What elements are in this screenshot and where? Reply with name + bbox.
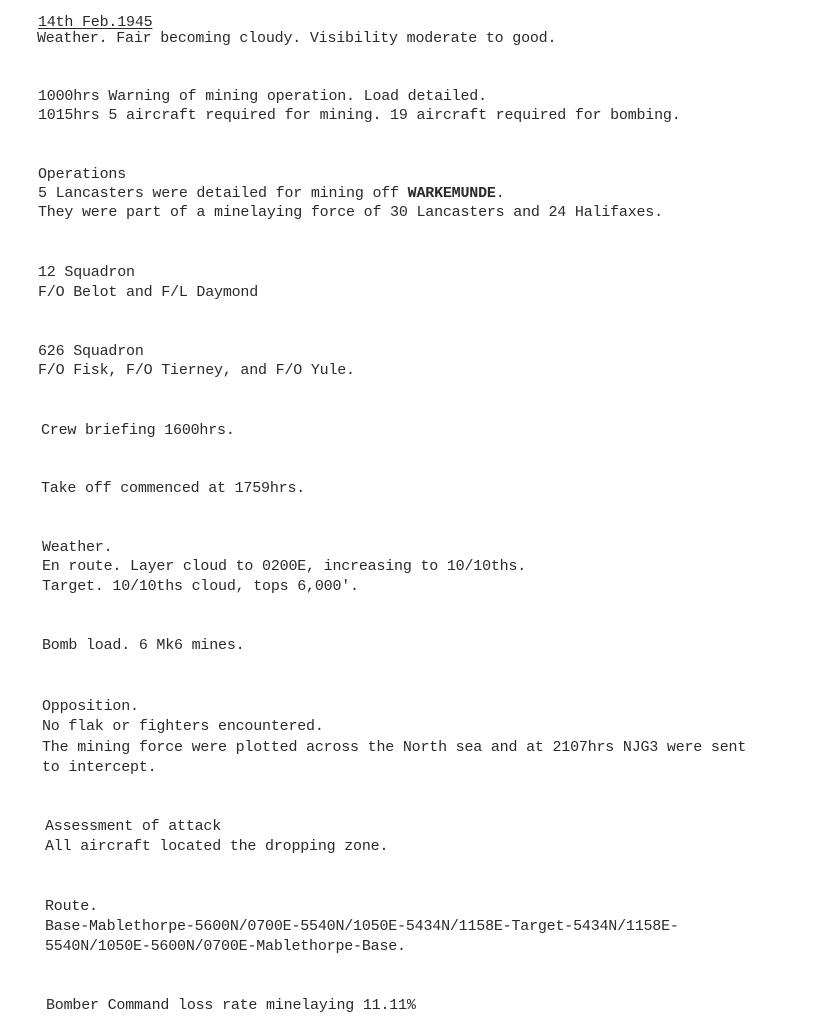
assessment-text: All aircraft located the dropping zone. xyxy=(45,838,389,855)
opposition-line-2: The mining force were plotted across the North sea and at 2107hrs NJG3 were sent xyxy=(42,739,747,756)
weather-heading: Weather. xyxy=(42,539,113,556)
take-off: Take off commenced at 1759hrs. xyxy=(41,480,306,497)
operations-detail-suffix: . xyxy=(495,185,505,202)
opposition-heading: Opposition. xyxy=(42,698,139,715)
weather-en-route: En route. Layer cloud to 0200E, increasing to 10/10ths. xyxy=(42,558,527,575)
weather-summary: Weather. Fair becoming cloudy. Visibility moderate to good. xyxy=(37,30,557,47)
bomb-load: Bomb load. 6 Mk6 mines. xyxy=(42,637,245,654)
squadron-626-crew: F/O Fisk, F/O Tierney, and F/O Yule. xyxy=(38,362,355,379)
squadron-626-heading: 626 Squadron xyxy=(38,343,144,360)
opposition-line-3: to intercept. xyxy=(42,759,157,776)
target-name: WARKEMUNDE xyxy=(407,185,496,202)
operations-heading: Operations xyxy=(38,166,127,183)
loss-rate: Bomber Command loss rate minelaying 11.11% xyxy=(46,997,416,1014)
weather-target: Target. 10/10ths cloud, tops 6,000'. xyxy=(42,578,359,595)
warning-line-2: 1015hrs 5 aircraft required for mining. 19 aircraft required for bombing. xyxy=(38,107,681,124)
route-line-2: 5540N/1050E-5600N/0700E-Mablethorpe-Base. xyxy=(45,938,406,955)
squadron-12-heading: 12 Squadron xyxy=(38,264,135,281)
operations-force: They were part of a minelaying force of 30 Lancasters and 24 Halifaxes. xyxy=(38,204,663,221)
operations-detail xyxy=(38,184,505,204)
warning-line-1: 1000hrs Warning of mining operation. Load detailed. xyxy=(38,88,487,105)
route-line-1: Base-Mablethorpe-5600N/0700E-5540N/1050E-5434N/1158E-Target-5434N/1158E- xyxy=(45,918,679,935)
entry-date: 14th Feb.1945 xyxy=(38,14,153,31)
operations-detail-prefix: 5 Lancasters were detailed for mining off xyxy=(38,185,408,202)
crew-briefing: Crew briefing 1600hrs. xyxy=(41,422,235,439)
assessment-heading: Assessment of attack xyxy=(45,818,222,835)
opposition-line-1: No flak or fighters encountered. xyxy=(42,718,324,735)
squadron-12-crew: F/O Belot and F/L Daymond xyxy=(38,284,259,301)
route-heading: Route. xyxy=(45,898,98,915)
